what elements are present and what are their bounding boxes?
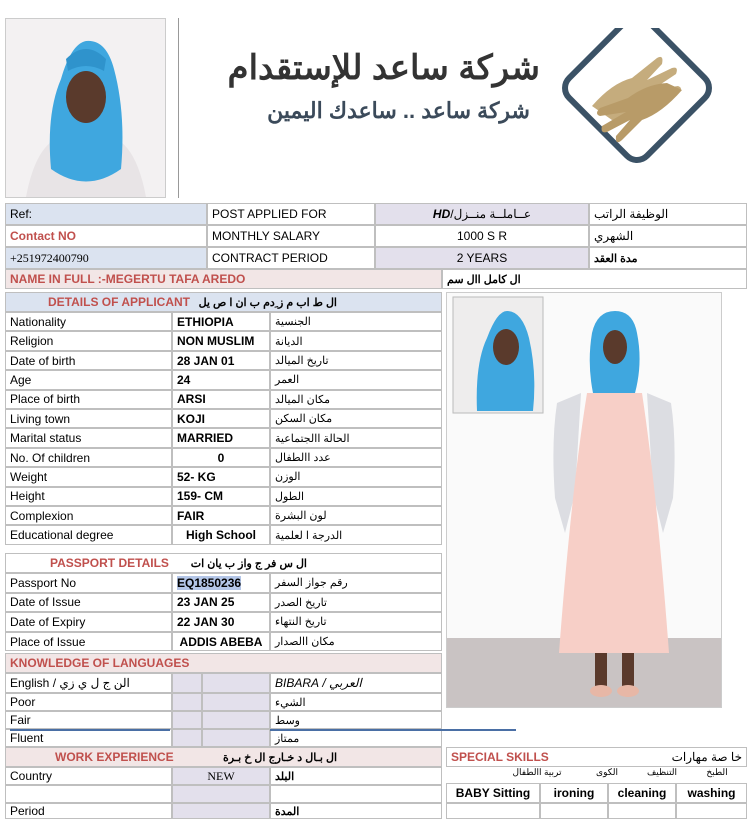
skill-box-2 [540,803,608,819]
applicant-value: High School [172,525,270,544]
passport-label: Place of Issue [5,632,172,652]
applicant-label: Complexion [5,506,172,525]
english-label: English / الن ج ل ي زي [5,673,172,693]
skills-subheads-ar [446,767,747,783]
applicant-label: Weight [5,467,172,486]
passport-label-ar: تاريخ الصدر [270,593,442,613]
salary-label: MONTHLY SALARY [207,225,375,247]
lang-level-box [172,693,202,711]
passport-label: Passport No [5,573,172,593]
passport-value-text: ADDIS ABEBA [179,634,263,649]
passport-value-text: EQ1850236 [177,575,242,590]
skill-sub-childcare: تربية االطفال [512,767,562,777]
applicant-value: MARRIED [172,428,270,447]
country-label-ar: البلد [270,767,442,785]
skills-section-header: SPECIAL SKILLS خا صة مهارات [446,747,747,767]
applicant-value: 52- KG [172,467,270,486]
applicant-label-ar: الحالة االجتماعية [270,428,442,447]
applicant-label: Nationality [5,312,172,331]
applicant-label-ar: مكان الميالد [270,390,442,409]
applicant-label-ar: لون البشرة [270,506,442,525]
lang-level-ar: الشيء [270,693,442,711]
applicant-value: ARSI [172,390,270,409]
skill-sub-cooking: الطبخ [706,767,728,777]
lang-level-box [172,711,202,729]
applicant-label-ar: الطول [270,487,442,506]
fair-underline [10,729,170,731]
applicant-label-ar: تاريخ الميالد [270,351,442,370]
skill-cleaning: cleaning [608,783,676,803]
lang-level-label: Poor [5,693,172,711]
post-label: POST APPLIED FOR [207,203,375,225]
passport-value-text: 23 JAN 25 [177,595,235,610]
applicant-value: 24 [172,370,270,389]
lang-level-box [202,711,270,729]
lang-level-label: Fluent [5,729,172,747]
skill-box-3 [608,803,676,819]
lang-level-box [202,693,270,711]
lang-level-label: Fair [5,711,172,729]
header-divider [178,18,179,198]
period-label: CONTRACT PERIOD [207,247,375,269]
passport-label: Date of Expiry [5,612,172,632]
lang-level-ar: وسط [270,711,442,729]
applicant-value: 159- CM [172,487,270,506]
country-label: Country [5,767,172,785]
lang-box-2 [202,673,270,693]
skill-ironing: ironing [540,783,608,803]
skill-washing: washing [676,783,747,803]
lang-level-box [172,729,202,747]
passport-value [172,573,270,593]
passport-section-header: PASSPORT DETAILS ال س فر ج واز ب يان ات [5,553,442,573]
ref-label: Ref: [5,203,207,225]
applicant-label: Height [5,487,172,506]
salary-value: 1000 S R [375,225,589,247]
applicant-label-ar: عدد االطفال [270,448,442,467]
skill-box-1 [446,803,540,819]
period-value: 2 YEARS [375,247,589,269]
applicant-label: Living town [5,409,172,428]
passport-value [172,593,270,613]
portrait-photo [5,18,166,198]
skill-box-4 [676,803,747,819]
applicant-value: FAIR [172,506,270,525]
period-exp-label-ar: المدة [270,803,442,819]
exp-blank-cell [172,785,270,803]
passport-value [172,612,270,632]
exp-blank-row [5,785,172,803]
passport-label-ar: مكان االصدار [270,632,442,652]
lang-level-box [202,729,270,747]
applicant-label-ar: الوزن [270,467,442,486]
post-value: HD عــاملــة منــزل/ [375,203,589,225]
company-slogan-ar: شركة ساعد .. ساعدك اليمين [267,98,530,123]
skill-sub-cleaning: التنظيف [646,767,678,777]
applicant-label: No. Of children [5,448,172,467]
applicant-value: NON MUSLIM [172,331,270,350]
hands-logo-icon [552,28,722,163]
applicant-label: Date of birth [5,351,172,370]
full-name-label-ar: ال كامل اال سم [442,269,747,289]
applicant-label: Place of birth [5,390,172,409]
applicant-label: Age [5,370,172,389]
post-label-ar: الوظيفة الراتب [589,203,747,225]
applicant-label-ar: مكان السكن [270,409,442,428]
passport-value-text: 22 JAN 30 [177,614,235,629]
applicant-value: 0 [172,448,270,467]
applicant-label-ar: الديانة [270,331,442,350]
applicant-section-header: DETAILS OF APPLICANT ال ط اب م ز ِدم ب ان ا ص يل [5,292,442,312]
applicant-label-ar: الدرجة ا لعلمية [270,525,442,544]
applicant-label: Marital status [5,428,172,447]
contact-label: Contact NO [5,225,207,247]
salary-label-ar: الشهري [589,225,747,247]
applicant-label: Religion [5,331,172,350]
applicant-value: KOJI [172,409,270,428]
full-name: NAME IN FULL :-MEGERTU TAFA AREDO [5,269,442,289]
exp-blank-ar [270,785,442,803]
lang-box-1 [172,673,202,693]
period-exp-label: Period [5,803,172,819]
country-value: NEW [172,767,270,785]
company-name-ar: شركة ساعد للإستقدام [227,49,540,87]
experience-section-header: WORK EXPERIENCE ال بـال د خـارج ال خ بـرة [5,747,442,767]
arabic-label: العربي / BIBARA [270,673,442,693]
applicant-value: ETHIOPIA [172,312,270,331]
full-body-photo [446,292,722,708]
period-exp-value [172,803,270,819]
period-label-ar: مدة العقد [589,247,747,269]
passport-label: Date of Issue [5,593,172,613]
applicant-label: Educational degree [5,525,172,544]
fair-underline-ar [270,729,516,731]
lang-level-ar: ممتاز [270,729,442,747]
passport-label-ar: تاريخ النتهاء [270,612,442,632]
passport-value [172,632,270,652]
phone-number: +251972400790 [5,247,207,269]
languages-section-header: KNOWLEDGE OF LANGUAGES [5,653,442,673]
passport-label-ar: رقم جواز السفر [270,573,442,593]
skill-sub-ironing: الكوى [596,767,618,777]
applicant-label-ar: الجنسية [270,312,442,331]
applicant-value: 28 JAN 01 [172,351,270,370]
skill-baby-sitting: BABY Sitting [446,783,540,803]
applicant-label-ar: العمر [270,370,442,389]
